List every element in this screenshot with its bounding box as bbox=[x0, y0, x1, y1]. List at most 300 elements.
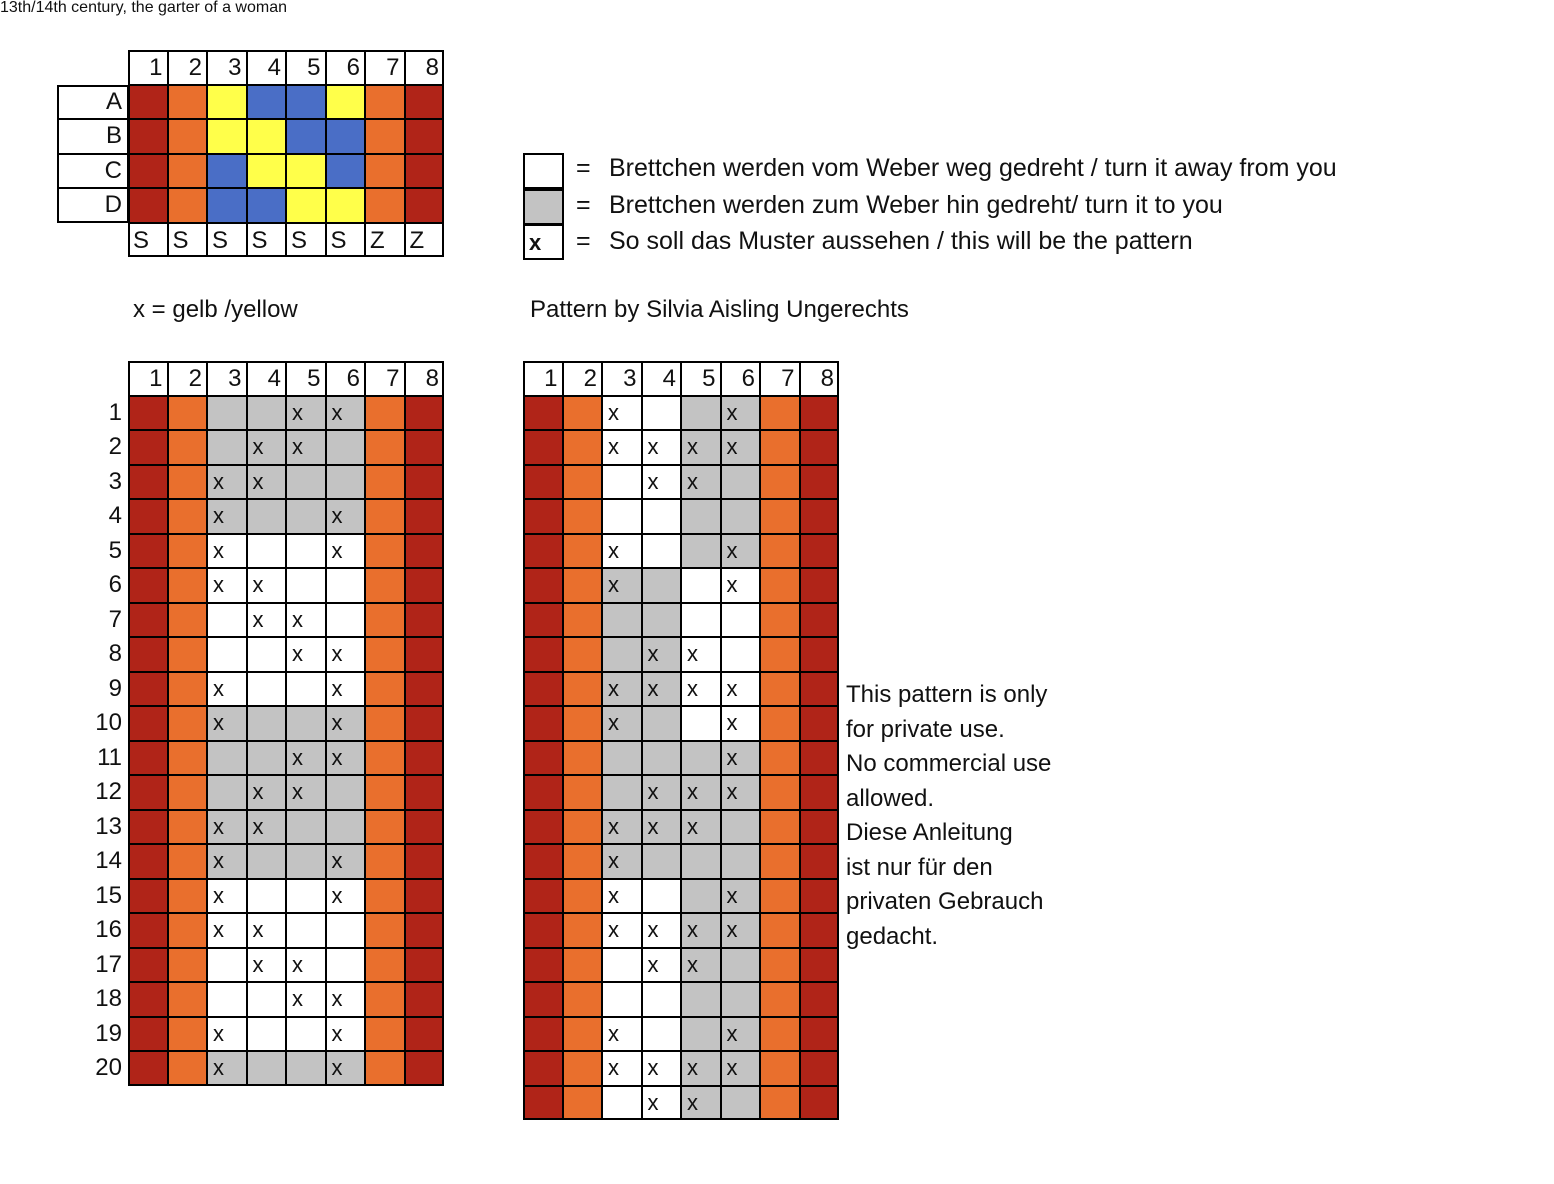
grid-cell bbox=[721, 499, 761, 534]
grid-cell bbox=[247, 844, 287, 879]
grid-cell bbox=[405, 913, 445, 948]
grid-cell bbox=[405, 741, 445, 776]
pattern-mark-cell: x bbox=[721, 706, 761, 741]
legend-text-toward: Brettchen werden zum Weber hin gedreht/ turn it to you bbox=[609, 191, 1223, 219]
pattern-mark-cell: x bbox=[681, 1086, 721, 1121]
pattern-mark-cell: x bbox=[326, 844, 366, 879]
grid-cell bbox=[760, 913, 800, 948]
grid-cell bbox=[207, 430, 247, 465]
pattern-mark-cell: x bbox=[602, 879, 642, 914]
grid-cell bbox=[247, 706, 287, 741]
grid-cell bbox=[602, 741, 642, 776]
grid-cell bbox=[800, 637, 840, 672]
grid-cell bbox=[721, 603, 761, 638]
thread-cell bbox=[128, 119, 168, 154]
grid-cell bbox=[800, 1086, 840, 1121]
grid-cell bbox=[760, 1017, 800, 1052]
thread-cell bbox=[247, 85, 287, 120]
grid-cell bbox=[760, 672, 800, 707]
pattern-mark-cell: x bbox=[326, 499, 366, 534]
grid-cell bbox=[681, 706, 721, 741]
direction-cell: S bbox=[207, 223, 247, 258]
pattern-mark-cell: x bbox=[681, 637, 721, 672]
column-header: 6 bbox=[326, 361, 366, 396]
grid-cell bbox=[365, 499, 405, 534]
grid-cell bbox=[168, 982, 208, 1017]
pattern-mark-cell: x bbox=[642, 430, 682, 465]
pattern-mark-cell: x bbox=[326, 1017, 366, 1052]
pattern-mark-cell: x bbox=[286, 396, 326, 431]
grid-cell bbox=[563, 1051, 603, 1086]
row-label: 2 bbox=[108, 433, 122, 460]
grid-cell bbox=[563, 672, 603, 707]
notice-line: No commercial use bbox=[846, 750, 1052, 777]
pattern-mark-cell: x bbox=[247, 948, 287, 983]
grid-cell bbox=[168, 637, 208, 672]
notice-line: ist nur für den bbox=[846, 853, 993, 881]
row-label: 3 bbox=[108, 467, 122, 495]
grid-cell bbox=[128, 1017, 168, 1052]
pattern-mark-cell: x bbox=[207, 913, 247, 948]
row-label: 20 bbox=[95, 1054, 122, 1081]
grid-cell bbox=[365, 603, 405, 638]
column-header: 2 bbox=[168, 50, 208, 85]
pattern-mark-cell: x bbox=[642, 672, 682, 707]
grid-cell bbox=[642, 982, 682, 1017]
pattern-mark-cell: x bbox=[721, 534, 761, 569]
legend-swatch-away bbox=[523, 153, 564, 189]
grid-cell bbox=[681, 499, 721, 534]
grid-cell bbox=[642, 879, 682, 914]
grid-cell bbox=[365, 534, 405, 569]
grid-cell bbox=[405, 982, 445, 1017]
column-header: 7 bbox=[760, 361, 800, 396]
grid-cell bbox=[128, 844, 168, 879]
notice-line: Diese Anleitung bbox=[846, 819, 1013, 846]
grid-cell bbox=[523, 810, 563, 845]
row-label: 14 bbox=[95, 847, 122, 874]
pattern-mark-cell: x bbox=[681, 672, 721, 707]
grid-cell bbox=[800, 430, 840, 465]
thread-cell bbox=[247, 154, 287, 189]
grid-cell bbox=[602, 982, 642, 1017]
pattern-mark-cell: x bbox=[642, 913, 682, 948]
grid-cell bbox=[721, 1086, 761, 1121]
column-header: 8 bbox=[405, 50, 445, 85]
grid-cell bbox=[405, 568, 445, 603]
grid-cell bbox=[760, 1051, 800, 1086]
grid-cell bbox=[247, 741, 287, 776]
grid-cell bbox=[207, 775, 247, 810]
grid-cell bbox=[800, 499, 840, 534]
pattern-mark-cell: x bbox=[207, 879, 247, 914]
grid-cell bbox=[405, 1051, 445, 1086]
grid-cell bbox=[247, 499, 287, 534]
column-header: 8 bbox=[800, 361, 840, 396]
grid-cell bbox=[168, 741, 208, 776]
row-label: 19 bbox=[95, 1019, 122, 1047]
grid-cell bbox=[800, 879, 840, 914]
grid-cell bbox=[286, 1051, 326, 1086]
pattern-mark-cell: x bbox=[681, 1051, 721, 1086]
thread-cell bbox=[207, 154, 247, 189]
grid-cell bbox=[286, 499, 326, 534]
grid-cell bbox=[168, 534, 208, 569]
grid-cell bbox=[523, 430, 563, 465]
grid-cell bbox=[642, 706, 682, 741]
grid-cell bbox=[128, 913, 168, 948]
grid-cell bbox=[523, 672, 563, 707]
grid-cell bbox=[365, 775, 405, 810]
grid-cell bbox=[642, 844, 682, 879]
grid-cell bbox=[800, 568, 840, 603]
grid-cell bbox=[523, 913, 563, 948]
grid-cell bbox=[681, 568, 721, 603]
grid-cell bbox=[523, 1086, 563, 1121]
pattern-mark-cell: x bbox=[602, 1017, 642, 1052]
grid-cell bbox=[760, 637, 800, 672]
row-label: 5 bbox=[108, 536, 122, 564]
grid-cell bbox=[128, 465, 168, 500]
grid-cell bbox=[405, 706, 445, 741]
grid-cell bbox=[286, 913, 326, 948]
grid-cell bbox=[800, 741, 840, 776]
grid-cell bbox=[523, 568, 563, 603]
grid-cell bbox=[405, 948, 445, 983]
grid-cell bbox=[602, 603, 642, 638]
thread-cell bbox=[286, 119, 326, 154]
grid-cell bbox=[405, 810, 445, 845]
grid-cell bbox=[168, 948, 208, 983]
pattern-mark-cell: x bbox=[207, 1051, 247, 1086]
grid-cell bbox=[405, 637, 445, 672]
legend-equals: = bbox=[576, 227, 591, 255]
grid-cell bbox=[563, 465, 603, 500]
grid-cell bbox=[523, 396, 563, 431]
grid-cell bbox=[642, 534, 682, 569]
grid-cell bbox=[563, 568, 603, 603]
column-header: 2 bbox=[563, 361, 603, 396]
column-header: 7 bbox=[365, 361, 405, 396]
pattern-mark-cell: x bbox=[326, 396, 366, 431]
grid-cell bbox=[602, 1086, 642, 1121]
grid-cell bbox=[721, 637, 761, 672]
grid-cell bbox=[326, 465, 366, 500]
grid-cell bbox=[405, 396, 445, 431]
grid-cell bbox=[168, 430, 208, 465]
grid-cell bbox=[523, 706, 563, 741]
grid-cell bbox=[523, 1017, 563, 1052]
pattern-mark-cell: x bbox=[326, 706, 366, 741]
hole-label: D bbox=[57, 188, 128, 223]
grid-cell bbox=[168, 844, 208, 879]
grid-cell bbox=[800, 1051, 840, 1086]
column-header: 4 bbox=[247, 361, 287, 396]
legend-text-away: Brettchen werden vom Weber weg gedreht / turn it away from you bbox=[609, 154, 1337, 182]
grid-cell bbox=[168, 672, 208, 707]
grid-cell bbox=[760, 844, 800, 879]
thread-cell bbox=[405, 188, 445, 223]
grid-cell bbox=[365, 913, 405, 948]
pattern-mark-cell: x bbox=[602, 1051, 642, 1086]
grid-cell bbox=[286, 672, 326, 707]
row-label: 10 bbox=[95, 709, 122, 736]
grid-cell bbox=[642, 1017, 682, 1052]
grid-cell bbox=[168, 706, 208, 741]
grid-cell bbox=[168, 568, 208, 603]
grid-cell bbox=[365, 465, 405, 500]
thread-cell bbox=[286, 154, 326, 189]
grid-cell bbox=[365, 741, 405, 776]
direction-cell: S bbox=[286, 223, 326, 258]
pattern-mark-cell: x bbox=[642, 1086, 682, 1121]
notice-line: gedacht. bbox=[846, 922, 939, 950]
grid-cell bbox=[523, 982, 563, 1017]
column-header: 6 bbox=[326, 50, 366, 85]
pattern-mark-cell: x bbox=[721, 775, 761, 810]
grid-cell bbox=[128, 741, 168, 776]
grid-cell bbox=[800, 1017, 840, 1052]
thread-cell bbox=[168, 154, 208, 189]
grid-cell bbox=[365, 430, 405, 465]
notice-line: This pattern is only bbox=[846, 681, 1048, 708]
pattern-mark-cell: x bbox=[207, 568, 247, 603]
grid-cell bbox=[286, 879, 326, 914]
pattern-mark-cell: x bbox=[602, 810, 642, 845]
grid-cell bbox=[405, 499, 445, 534]
pattern-mark-cell: x bbox=[286, 603, 326, 638]
thread-cell bbox=[365, 119, 405, 154]
pattern-mark-cell: x bbox=[642, 465, 682, 500]
grid-cell bbox=[563, 534, 603, 569]
grid-cell bbox=[207, 637, 247, 672]
pattern-mark-cell: x bbox=[207, 706, 247, 741]
grid-cell bbox=[365, 810, 405, 845]
pattern-mark-cell: x bbox=[602, 396, 642, 431]
row-label: 4 bbox=[108, 502, 122, 529]
row-label: 1 bbox=[108, 398, 122, 426]
column-header: 5 bbox=[681, 361, 721, 396]
grid-cell bbox=[721, 465, 761, 500]
grid-cell bbox=[405, 775, 445, 810]
pattern-mark-cell: x bbox=[326, 741, 366, 776]
row-label: 7 bbox=[108, 605, 122, 633]
legend-text-pattern: So soll das Muster aussehen / this will be the pattern bbox=[609, 227, 1193, 255]
pattern-mark-cell: x bbox=[326, 534, 366, 569]
column-header: 6 bbox=[721, 361, 761, 396]
grid-cell bbox=[405, 879, 445, 914]
pattern-mark-cell: x bbox=[602, 706, 642, 741]
grid-cell bbox=[563, 982, 603, 1017]
grid-cell bbox=[405, 672, 445, 707]
grid-cell bbox=[286, 534, 326, 569]
pattern-mark-cell: x bbox=[286, 948, 326, 983]
pattern-mark-cell: x bbox=[207, 534, 247, 569]
grid-cell bbox=[681, 603, 721, 638]
grid-cell bbox=[760, 396, 800, 431]
thread-cell bbox=[168, 119, 208, 154]
grid-cell bbox=[563, 948, 603, 983]
pattern-mark-cell: x bbox=[721, 568, 761, 603]
grid-cell bbox=[523, 1051, 563, 1086]
pattern-mark-cell: x bbox=[247, 913, 287, 948]
row-label: 15 bbox=[95, 881, 122, 909]
thread-cell bbox=[207, 188, 247, 223]
grid-cell bbox=[760, 430, 800, 465]
pattern-mark-cell: x bbox=[681, 465, 721, 500]
grid-cell bbox=[247, 396, 287, 431]
grid-cell bbox=[286, 706, 326, 741]
grid-cell bbox=[207, 603, 247, 638]
pattern-mark-cell: x bbox=[326, 1051, 366, 1086]
grid-cell bbox=[128, 810, 168, 845]
pattern-mark-cell: x bbox=[326, 672, 366, 707]
grid-cell bbox=[365, 948, 405, 983]
grid-cell bbox=[207, 396, 247, 431]
grid-cell bbox=[128, 1051, 168, 1086]
pattern-mark-cell: x bbox=[721, 1051, 761, 1086]
grid-cell bbox=[760, 1086, 800, 1121]
grid-cell bbox=[326, 430, 366, 465]
grid-cell bbox=[128, 948, 168, 983]
grid-cell bbox=[563, 810, 603, 845]
thread-cell bbox=[405, 119, 445, 154]
thread-cell bbox=[365, 154, 405, 189]
row-label: 16 bbox=[95, 916, 122, 943]
grid-cell bbox=[800, 844, 840, 879]
grid-cell bbox=[760, 465, 800, 500]
grid-cell bbox=[563, 741, 603, 776]
thread-cell bbox=[128, 188, 168, 223]
grid-cell bbox=[523, 534, 563, 569]
grid-cell bbox=[563, 637, 603, 672]
column-header: 7 bbox=[365, 50, 405, 85]
grid-cell bbox=[365, 706, 405, 741]
grid-cell bbox=[326, 913, 366, 948]
grid-cell bbox=[168, 465, 208, 500]
grid-cell bbox=[365, 568, 405, 603]
grid-cell bbox=[286, 844, 326, 879]
grid-cell bbox=[800, 810, 840, 845]
grid-cell bbox=[365, 844, 405, 879]
grid-cell bbox=[168, 879, 208, 914]
grid-cell bbox=[760, 534, 800, 569]
pattern-mark-cell: x bbox=[721, 396, 761, 431]
grid-cell bbox=[286, 1017, 326, 1052]
thread-cell bbox=[326, 188, 366, 223]
pattern-mark-cell: x bbox=[602, 568, 642, 603]
grid-cell bbox=[365, 637, 405, 672]
grid-cell bbox=[405, 465, 445, 500]
pattern-mark-cell: x bbox=[681, 775, 721, 810]
grid-cell bbox=[563, 1017, 603, 1052]
grid-cell bbox=[523, 465, 563, 500]
grid-cell bbox=[563, 1086, 603, 1121]
grid-cell bbox=[326, 775, 366, 810]
row-label: 8 bbox=[108, 640, 122, 667]
grid-cell bbox=[326, 948, 366, 983]
grid-cell bbox=[247, 1017, 287, 1052]
document-subtitle: 13th/14th century, the garter of a woman bbox=[0, 0, 287, 16]
thread-cell bbox=[326, 119, 366, 154]
pattern-mark-cell: x bbox=[602, 430, 642, 465]
thread-cell bbox=[405, 85, 445, 120]
grid-cell bbox=[681, 982, 721, 1017]
grid-cell bbox=[405, 430, 445, 465]
grid-cell bbox=[760, 568, 800, 603]
direction-cell: S bbox=[247, 223, 287, 258]
pattern-mark-cell: x bbox=[642, 1051, 682, 1086]
pattern-mark-cell: x bbox=[721, 430, 761, 465]
grid-cell bbox=[760, 879, 800, 914]
pattern-mark-cell: x bbox=[642, 775, 682, 810]
pattern-mark-cell: x bbox=[286, 741, 326, 776]
grid-cell bbox=[523, 741, 563, 776]
column-header: 1 bbox=[523, 361, 563, 396]
grid-cell bbox=[128, 637, 168, 672]
grid-cell bbox=[128, 499, 168, 534]
grid-cell bbox=[247, 879, 287, 914]
grid-cell bbox=[721, 982, 761, 1017]
grid-cell bbox=[128, 982, 168, 1017]
pattern-mark-cell: x bbox=[642, 637, 682, 672]
grid-cell bbox=[128, 879, 168, 914]
thread-cell bbox=[207, 119, 247, 154]
row-label: 13 bbox=[95, 812, 122, 840]
pattern-mark-cell: x bbox=[286, 430, 326, 465]
grid-cell bbox=[642, 741, 682, 776]
thread-cell bbox=[247, 188, 287, 223]
direction-cell: S bbox=[326, 223, 366, 258]
pattern-mark-cell: x bbox=[247, 568, 287, 603]
grid-cell bbox=[800, 465, 840, 500]
grid-cell bbox=[405, 603, 445, 638]
thread-cell bbox=[286, 188, 326, 223]
grid-cell bbox=[286, 568, 326, 603]
pattern-mark-cell: x bbox=[207, 672, 247, 707]
column-header: 4 bbox=[642, 361, 682, 396]
legend-equals: = bbox=[576, 154, 591, 182]
grid-cell bbox=[168, 775, 208, 810]
direction-cell: Z bbox=[365, 223, 405, 258]
grid-cell bbox=[168, 1017, 208, 1052]
grid-cell bbox=[523, 637, 563, 672]
pattern-mark-cell: x bbox=[326, 982, 366, 1017]
row-label: 6 bbox=[108, 571, 122, 598]
thread-cell bbox=[286, 85, 326, 120]
grid-cell bbox=[681, 879, 721, 914]
grid-cell bbox=[326, 810, 366, 845]
notice-line: privaten Gebrauch bbox=[846, 888, 1044, 915]
hole-label: A bbox=[57, 85, 128, 120]
grid-cell bbox=[128, 706, 168, 741]
legend-equals: = bbox=[576, 191, 591, 219]
grid-cell bbox=[760, 499, 800, 534]
grid-cell bbox=[523, 948, 563, 983]
grid-cell bbox=[247, 637, 287, 672]
column-header: 5 bbox=[286, 50, 326, 85]
column-header: 2 bbox=[168, 361, 208, 396]
pattern-mark-cell: x bbox=[602, 913, 642, 948]
pattern-mark-cell: x bbox=[247, 775, 287, 810]
grid-cell bbox=[800, 603, 840, 638]
thread-cell bbox=[365, 188, 405, 223]
grid-cell bbox=[128, 775, 168, 810]
grid-cell bbox=[642, 396, 682, 431]
pattern-mark-cell: x bbox=[681, 913, 721, 948]
pattern-mark-cell: x bbox=[681, 810, 721, 845]
grid-cell bbox=[365, 396, 405, 431]
